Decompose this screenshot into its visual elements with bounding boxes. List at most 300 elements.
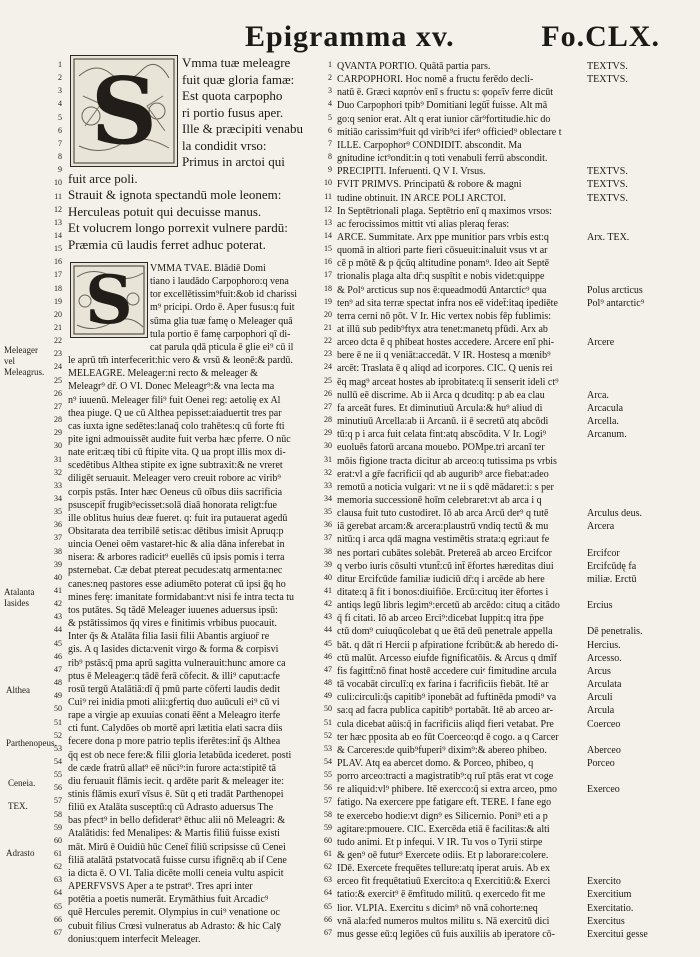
line-number: 7 (328, 138, 332, 148)
line-number: 56 (324, 783, 332, 793)
line-number: 30 (54, 441, 62, 451)
line-number: 6 (328, 125, 332, 135)
line-number: 20 (54, 309, 62, 319)
line-number: 2 (58, 73, 62, 83)
commentary-line: minutiuū Arcella:ab ii Arcanū. ii ē secretū atq abcōdi (337, 416, 549, 428)
commentary-line: bas pfect⁹ in bello defiderat⁹ ēthuc alii nō Meleagri: & (68, 815, 286, 827)
commentary-line: uincia Oenei oēm vastaret-hic & alia dāna inferebat in (68, 539, 285, 551)
line-number: 4 (58, 99, 62, 109)
line-number: 56 (54, 783, 62, 793)
line-number: 16 (54, 257, 62, 267)
line-number: 3 (58, 86, 62, 96)
line-number: 50 (324, 704, 332, 714)
line-number: 8 (328, 152, 332, 162)
line-number: 16 (324, 257, 332, 267)
commentary-line: tudine obtinuit. IN ARCE POLI ARCTOI. (337, 192, 506, 204)
commentary-line: sūma glia tuæ famę o Meleager quā (150, 315, 293, 327)
line-number: 5 (328, 112, 332, 122)
commentary-line: Cui⁹ rei inidia pmoti alii:gfertiq duo auūculi ei⁹ cū vi (68, 696, 280, 708)
line-number: 50 (54, 704, 62, 714)
line-number: 1 (58, 60, 62, 69)
commentary-line: corpis pstās. Inter hæc Oeneus cū oībus diis sacrificia (68, 486, 283, 498)
epigram-line: la condidit vrso: (182, 137, 267, 153)
commentary-line: & gen⁹ oē futur⁹ Exercete odiis. Et p laborare:colere. (337, 850, 549, 861)
margin-note-adrasto: Adrasto (6, 848, 35, 858)
margin-note: Exercitatio. (587, 902, 634, 914)
commentary-line: diu feruauit flāmis iecit. q ardēte parit & meleager ite: (68, 775, 285, 787)
commentary-line: m⁹ pricipi. Ordo ē. Aper fusus:q fuit (150, 302, 295, 314)
margin-note: Ercius (587, 600, 613, 612)
line-number: 39 (54, 559, 62, 569)
line-number: 15 (54, 244, 62, 254)
commentary-line: nitū:q i arca qdā magna vestimētis strata:q egri:aut fe (337, 534, 550, 546)
line-number: 25 (54, 375, 62, 385)
commentary-line: nes portari cubātes solebāt. Pretereā ab arceo Ercifcor (337, 547, 552, 559)
commentary-line: filiā atalātā pstatvocatā fuisse cursu ifignē:q ab iſ Cene (68, 854, 287, 866)
commentary-line: māt. Mirū ē Ouidiū hūc Ceneī filiū scripsisse cū Cenei (68, 841, 286, 853)
margin-note: Ercifcūdę fa (587, 560, 637, 572)
line-number: 66 (324, 914, 332, 924)
line-number: 67 (54, 927, 62, 937)
commentary-line: nate erit:æq tibi cū ftipite vita. Q ua propt illis mox di- (68, 447, 286, 459)
margin-note: Exerceo (587, 784, 620, 796)
commentary-line: fis fagittt̄:nō finat hostē accedere cuiᵉ fimitudine arcula (337, 665, 557, 677)
commentary-line: Meleagr⁹ dr̄. O VI. Donec Meleagr⁹:& vna lecta ma (68, 381, 275, 393)
commentary-line: QVANTA PORTIO. Quātā partia pars. (337, 61, 491, 72)
commentary-line: n⁹ iuuenū. Meleager fili⁹ fuit Oenei reg: aetolię ex Al (68, 394, 281, 406)
commentary-line: ARCE. Summitate. Arx ppe munitior pars vrbis est:q (337, 231, 549, 243)
line-number: 29 (54, 428, 62, 438)
line-number: 52 (54, 730, 62, 740)
line-number: 51 (54, 717, 62, 727)
commentary-right (337, 60, 587, 940)
epigram-line: Est quota carpopho (182, 88, 283, 103)
line-number: 57 (54, 796, 62, 806)
line-number: 51 (324, 717, 332, 727)
line-number: 25 (324, 375, 332, 385)
line-number: 23 (54, 349, 62, 359)
line-number: 61 (54, 849, 62, 858)
line-number: 54 (54, 756, 62, 766)
commentary-line: donius:quem interfecit Meleager. (68, 933, 201, 945)
commentary-line: Inter q̄s & Atalāta filia Iasii filii Abantis argiuor̄ re (68, 631, 270, 643)
commentary-line: nisera: & arbores radicit⁹ euellēs cū ipsis pomis i terra (68, 552, 285, 564)
line-number: 12 (54, 204, 62, 214)
epigram-line: fuit arce poli. (68, 170, 138, 186)
commentary-line: le aprū tm̄ interfecerit:hic vero & vrsū & leonē:& pardū. (68, 355, 293, 367)
commentary-line: at illū sub pedib⁹ftyx atra tenet:manetq pfūdi. Arx ab (337, 324, 548, 335)
commentary-line: PLAV. Atq ea abercet domo. & Porceo, phibeo, q (337, 757, 534, 769)
line-number: 31 (54, 454, 62, 464)
line-number: 47 (54, 664, 62, 674)
line-number: 6 (58, 125, 62, 135)
line-number: 46 (324, 651, 332, 661)
commentary-line: rosū tergū Atalātiā:dī q̄ pmū parte cōferti laudis dedit (68, 683, 280, 695)
line-number: 35 (54, 507, 62, 517)
line-number: 15 (324, 244, 332, 254)
line-number: 55 (324, 770, 332, 780)
commentary-line: cē p mōtē & p q̄cūq altitudine ponam⁹. Ideo ait Septē (337, 258, 550, 270)
line-number: 33 (324, 480, 332, 490)
line-number: 57 (324, 796, 332, 806)
commentary-line: q verbo iuris cōsulti vtunt̄:cū int̄ ēfortes hæreditas diui (337, 560, 554, 572)
line-number: 45 (324, 638, 332, 648)
line-number: 60 (54, 835, 62, 845)
commentary-line: tudo animi. Et p infequi. V IR. Tu vos o Tyrii stirpe (337, 836, 543, 848)
line-number: 43 (324, 612, 332, 622)
line-number: 23 (324, 349, 332, 359)
commentary-line: lior. VLPIA. Exercitu s dicim⁹ nō vnā cohorte:neq (337, 902, 538, 914)
line-number: 54 (324, 756, 332, 766)
margin-note: Arculi (587, 692, 613, 704)
margin-note: Arca. (587, 389, 609, 401)
commentary-line: gnitudine ict⁹ondit:in q toti venabuli ferrū abscondit. (337, 153, 548, 165)
line-number: 24 (54, 362, 62, 372)
line-number: 36 (324, 520, 332, 530)
margin-note: Hercius. (587, 639, 621, 651)
commentary-line: memoria successionē hoīm celebraret:vt ab arca i q (337, 494, 542, 506)
line-number: 4 (328, 99, 332, 109)
epigram-line: Præmia cū laudis ferret adhuc poterat. (68, 236, 266, 252)
line-number: 1 (328, 60, 332, 69)
line-number: 48 (54, 678, 62, 688)
line-number: 34 (54, 493, 62, 503)
commentary-line: CARPOPHORI. Hoc nomē a fructu ferēdo decli- (337, 74, 534, 86)
margin-note: Pol⁹ antarctic⁹ (587, 297, 645, 309)
margin-note: Arcere (587, 337, 615, 349)
margin-note: Exercitui gesse (587, 928, 648, 940)
commentary-line: APERFVSVS Aper a te pstrat⁹. Tres apri inter (68, 881, 253, 893)
line-number: 65 (324, 901, 332, 911)
commentary-line: remotū a noticia vulgari: vt ne ii s qdē mādaret:i: s per (337, 481, 554, 493)
line-number: 11 (54, 191, 62, 201)
commentary-line: diligēt seruauit. Meleager vero creuit robore ac virib⁹ (68, 473, 281, 485)
line-number: 48 (324, 678, 332, 688)
commentary-line: rape a virgie ap exuuias conati ēēnt a Meleagro iterfe (68, 710, 281, 722)
commentary-line: q̄ fi citati. Iō ab arceo Erci⁹:dicebat Iuppit:q itra p̄pe (337, 613, 544, 625)
commentary-line: tos putātes. Sq tādē Meleager iuuenes aduersus ipsū: (68, 604, 278, 616)
line-number: 42 (54, 599, 62, 609)
commentary-line: antiqs legū libris legim⁹:ercetū ab arcēdo: cituq a citādo (337, 600, 560, 612)
line-number: 45 (54, 638, 62, 648)
commentary-line: sa:q ad facra publica capitib⁹ portabāt. Itē ab arceo ar- (337, 705, 553, 717)
line-number: 34 (324, 493, 332, 503)
line-number: 49 (54, 691, 62, 701)
margin-note: Polus arcticus (587, 284, 643, 296)
commentary-line: psternebat. Cæ debat ptereat pecudes:atq armenta:nec (68, 565, 283, 577)
commentary-line: tiano i laudādo Carpophoro:q vena (150, 276, 289, 288)
line-number: 63 (324, 875, 332, 885)
commentary-line: terra cerni nō pōt. V Ir. Hic vertex nobis fēp fublimis: (337, 310, 552, 322)
commentary-line: agitare:pmouere. CIC. Exercēda etiā ē facilitas:& alti (337, 823, 550, 835)
margin-note: Arcanum. (587, 429, 627, 441)
line-number: 7 (58, 138, 62, 148)
commentary-line: ēq mag⁹ arceat hostes ab iprobitate:q ĭi senserit ideli ct⁹ (337, 376, 559, 388)
commentary-line: FVIT PRIMVS. Principatū & robore & magni (337, 179, 522, 191)
line-number: 10 (324, 178, 332, 188)
line-number: 9 (328, 165, 332, 175)
commentary-line: bere ē ne ii q veniāt:accedāt. V IR. Hostesq a mœnib⁹ (337, 350, 551, 362)
line-number: 67 (324, 927, 332, 937)
line-number: 26 (324, 388, 332, 398)
line-number: 10 (54, 178, 62, 188)
commentary-line: ille oblitus huius deæ fueret. q: fuit ira putauerat agedū (68, 512, 288, 524)
line-number: 43 (54, 612, 62, 622)
initial-letter: S (90, 57, 158, 165)
commentary-line: tula portio ē famę carpophori qī di- (150, 328, 291, 340)
commentary-line: Obsitarata dea terribilē setis:ac dētibus imisit Apruq:p (68, 526, 284, 537)
line-number: 41 (54, 586, 62, 595)
commentary-line: fa arceāt fures. Et diminutiuū Arcula:& hu⁹ aliud di (337, 402, 543, 414)
epigram-line: Ille & præcipiti venabu (182, 121, 303, 136)
decorated-initial-2 (70, 262, 148, 338)
line-number: 17 (54, 270, 62, 280)
commentary-line: ten⁹ ad sita terræ spectat infra nos eē videt̄:itaq ipediēte (337, 297, 558, 309)
commentary-line: Duo Carpophori tpib⁹ Domitiani legūt̄ fuisse. Alt mā (337, 100, 548, 112)
margin-note: Arcacula (587, 402, 624, 414)
decorated-initial-1 (70, 55, 178, 167)
line-number: 28 (324, 415, 332, 425)
commentary-line: mitiāo carissim⁹fuit qd virib⁹ci ifer⁹ officied⁹ oblectare t (337, 126, 562, 138)
line-number: 13 (54, 217, 62, 227)
commentary-line: thea piuge. Q ue cū Althea pepisset:aiaduertit tres par (68, 407, 282, 419)
line-number: 40 (54, 572, 62, 582)
line-number: 17 (324, 270, 332, 280)
margin-note: Arx. TEX. (587, 231, 630, 243)
commentary-line: scedētibus Althea stipite ex igne subtraxit:& ne vreret (68, 460, 283, 472)
commentary-line: stinis flāmis exurī vīsus ē. Sūt q eti tradāt Parthenopei (68, 789, 284, 800)
margin-note: Arcula (587, 705, 615, 717)
commentary-line: mines ferę: imanitate formidabant:vt nisi fe intra tecta tu (68, 591, 295, 603)
commentary-line: cti funt. Calydōes ob mortē apri lætitia elati sacra diis (68, 723, 283, 735)
line-number: 52 (324, 730, 332, 740)
line-number: 62 (324, 862, 332, 872)
line-number: 36 (54, 520, 62, 530)
margin-note: Exercitium (587, 889, 632, 901)
line-number: 59 (54, 822, 62, 832)
margin-note: Coerceo (587, 718, 621, 730)
commentary-line: culi:circuli:q̄s capitib⁹ iponebāt ad fuftinēda pmodi⁹ va (337, 692, 557, 704)
line-number: 28 (54, 415, 62, 425)
commentary-line: & pstātissimos q̄q vires e finitimis vrbibus puocauit. (68, 618, 277, 630)
commentary-line: tatio:& exercit⁹ ē ēmfitudo militū. q exercedo fit me (337, 889, 546, 901)
line-number: 61 (324, 849, 332, 858)
line-number: 29 (324, 428, 332, 438)
margin-note-althea: Althea (6, 685, 30, 695)
commentary-line: de cæde fratrū allat⁹ eē nūci⁹:in furore acta:stipitē tā (68, 762, 276, 774)
line-number: 19 (324, 296, 332, 306)
commentary-line: ditur Ercifcūde familiæ iudiciū dr̄:q i arcēde ab here (337, 573, 545, 585)
line-number: 44 (54, 625, 62, 635)
commentary-line: ptus ē Meleager:q tādē ferā cōfecit. & illi⁹ caput:acfe (68, 670, 280, 682)
margin-note: Dē penetralis. (587, 626, 643, 638)
commentary-line: q̄q est ob nece fere:& filii gloria letabūda icederet. posti (68, 749, 292, 761)
commentary-line: & Pol⁹ arcticus sup nos ē:queadmodū Antarctic⁹ qua (337, 284, 547, 296)
commentary-line: bāt. q dāt ri Hercii p afpiratione fcribūt:& ab heredo di- (337, 639, 559, 651)
line-number: 53 (324, 743, 332, 753)
line-number: 59 (324, 822, 332, 832)
commentary-line: tor excellētissim⁹fuit:&ob id charissi (150, 289, 298, 301)
commentary-line: ctū dom⁹ cuiuqūcolebat q ue ētā deū penetrale appella (337, 626, 553, 638)
commentary-line: erceo fit frequētatiuū Exercito:a q Exercitiū:& Exerci (337, 876, 551, 888)
line-number: 13 (324, 217, 332, 227)
line-number: 18 (54, 283, 62, 293)
margin-note: Arculata (587, 679, 622, 691)
line-number: 37 (324, 533, 332, 543)
line-number: 3 (328, 86, 332, 96)
line-number: 20 (324, 309, 332, 319)
line-number: 30 (324, 441, 332, 451)
line-number: 21 (324, 323, 332, 332)
line-number: 31 (324, 454, 332, 464)
commentary-line: quomā in altiori parte fieri cōsueuit:inaluit vsus vt ar (337, 245, 548, 257)
commentary-line: In Septētrionali plaga. Septētrio enī q maximos vrsos: (337, 205, 552, 217)
commentary-line: psuscepit̄ frugib⁹ecisset:solā diaā honorata religt:fue (68, 499, 277, 511)
line-number: 58 (324, 809, 332, 819)
line-number: 8 (58, 152, 62, 162)
margin-note: Aberceo (587, 744, 621, 756)
margin-note: Arcesso. (587, 652, 622, 664)
commentary-line: fecere dona p more patrio teplis iferētes:int̄ q̄s Althea (68, 736, 281, 748)
epigram-line: ri portio fusus aper. (182, 104, 284, 120)
margin-note: Exercitus (587, 915, 625, 927)
margin-note: Arcella. (587, 416, 619, 428)
line-number: 53 (54, 743, 62, 753)
line-number: 14 (324, 230, 332, 240)
line-number: 22 (54, 336, 62, 346)
line-number: 12 (324, 204, 332, 214)
commentary-line: ia dicta ē. O VI. Talia dicēte molli ceneia vultu aspicit (68, 867, 284, 879)
commentary-line: mōis figione tracta dicitur ab arceo:q tutissima ps vrbis (337, 455, 557, 467)
commentary-line: cula dicebat aūis:q̄ in facrificiis aliqd fieri vetabat. Pre (337, 718, 554, 730)
epigram-line: Herculeas potuit qui decuisse manus. (68, 203, 262, 219)
margin-note: TEXTVS. (587, 179, 628, 191)
line-number: 44 (324, 625, 332, 635)
commentary-line: arceo dcta ē q phibeat hostes accedere. Arcere enī phi- (337, 337, 555, 349)
line-number: 58 (54, 809, 62, 819)
commentary-line: ditate:q ā fit i bonos:diuifiōe. Ercū:cituq iter ēfortes i (337, 587, 549, 598)
commentary-line: iā gerebat arcam:& arcera:plaustrū vndiq tectū & mu (337, 521, 549, 533)
margin-note-parthenopeus: Parthenopeus. (6, 738, 57, 748)
commentary-line: vnā ala:fed numeros multos militu s. Nā exercitū dici (337, 915, 550, 927)
commentary-line: porro arceo:tracti a magistratib⁹:q ruī ptās erat vt coge (337, 771, 554, 783)
margin-note: TEXTVS. (587, 166, 628, 178)
commentary-line: tū:q p i arca fuit celata fint:atq abscōdita. V Ir. Logi⁹ (337, 429, 547, 441)
line-number: 24 (324, 362, 332, 372)
line-number: 64 (324, 888, 332, 898)
right-line-numbers (318, 60, 332, 940)
commentary-line: IDē. Exercete frequētes tellure:atq iperat aruis. Ab ex (337, 863, 550, 875)
line-number: 18 (324, 283, 332, 293)
commentary-line: gis. A q Iasides dicta:venit virgo & forma & corpisvi (68, 644, 279, 656)
commentary-line: MELEAGRE. Meleager:ni recto & meleager & (68, 368, 258, 380)
commentary-line: cubuit filius Crœsi vulneratus ab Adrasto: & hic Calȳ (68, 920, 282, 932)
line-number: 46 (54, 651, 62, 661)
line-number: 22 (324, 336, 332, 346)
line-number: 26 (54, 388, 62, 398)
margin-note: TEXTVS. (587, 74, 628, 86)
running-head (200, 10, 680, 58)
commentary-left (68, 262, 316, 945)
commentary-line: ctū malūt. Arcesso eiufde fignificatōis. & Arcus q dmīf (337, 652, 557, 664)
commentary-line: mus gesse eū:q legiōes cū fuis auxiliis ab iperatore cō- (337, 928, 555, 940)
line-number: 39 (324, 559, 332, 569)
commentary-line: nullū eē discrime. Ab ii Arca q dcuditq: p ab ea clau (337, 389, 545, 401)
initial-letter: S (85, 262, 133, 338)
commentary-line: re aliquid:vl⁹ phibere. Itē exercco:q̄ si extra arceo, pmo (337, 784, 558, 796)
epigram-line: Strauit & ignota spectandū mole leonem: (68, 187, 282, 202)
commentary-line: canes:neq pastores esse adiumēto poterat cū ipsi ḡq ho (68, 578, 286, 590)
commentary-line: te exercebo hodie:vt dign⁹ es Silicernio. Poni⁹ eti a p (337, 810, 548, 822)
commentary-line: potētia a poetis numerāt. Erymāthius fuit Arcadic⁹ (68, 894, 269, 906)
line-number: 11 (324, 191, 332, 201)
commentary-line: clausa fuit tuto custodiret. Iō ab arca Arcū der⁹ q tutē (337, 508, 549, 520)
margin-note: Porceo (587, 757, 615, 769)
line-number: 41 (324, 586, 332, 595)
line-number: 9 (58, 165, 62, 175)
line-number: 27 (54, 401, 62, 411)
commentary-line: ter hæc pposita ab eo fūt Coerceo:qd ē cogo. a q Carcer (337, 731, 559, 743)
line-number: 55 (54, 770, 62, 780)
commentary-line: PRECIPITI. Inferuenti. Q V I. Vrsus. (337, 166, 486, 178)
commentary-line: natū ē. Græci καρπὸν enī s fructu s: φορεῖν ferre dicūt (337, 87, 554, 99)
line-number: 38 (324, 546, 332, 556)
epigram-line: fuit quæ gloria famæ: (182, 71, 295, 87)
line-number: 38 (54, 546, 62, 556)
margin-note-tex: TEX. (8, 801, 28, 811)
line-number: 21 (54, 323, 62, 332)
commentary-line: arcēt: Traslata ē q aliqd ad icorpores. CIC. Q uenis rei (337, 363, 553, 375)
right-margin-notes (587, 60, 697, 940)
commentary-line: filiū ex Atalāta susceptū:q cū Adrasto aduersus The (68, 802, 274, 814)
line-number: 40 (324, 572, 332, 582)
commentary-line: VMMA TVAE. Blādiē Domi (150, 263, 266, 274)
line-number: 60 (324, 835, 332, 845)
line-number: 32 (54, 467, 62, 477)
line-number: 2 (328, 73, 332, 83)
commentary-line: pite igni admouissēt audite fuit verba hæc pferre. O nūc (68, 433, 291, 445)
commentary-line: ILLE. Carpophor⁹ CONDIDIT. abscondit. Ma (337, 139, 522, 151)
margin-note: miliæ. Erctū (587, 573, 637, 585)
margin-note-atalanta: Atalanta Iasides (4, 587, 35, 608)
line-number: 32 (324, 467, 332, 477)
commentary-line: rib⁹ pstās:q̄ pma aprū sagitta vulnerauit:hunc amore ca (68, 657, 286, 669)
epigram-line: Et volucrem longo porrexit vulnere pardū: (68, 220, 288, 235)
line-number: 14 (54, 230, 62, 240)
margin-note: Arcera (587, 521, 615, 533)
commentary-line: trionalis plaga alta dr̄:q suspītit e nobis videt:quippe (337, 271, 545, 283)
commentary-line: ac ferocissimos mittit vti alias pleraq feras: (337, 218, 510, 230)
line-number: 65 (54, 901, 62, 911)
margin-note: Arculus deus. (587, 508, 642, 520)
margin-note: Exercito (587, 876, 621, 888)
line-number: 33 (54, 480, 62, 490)
line-number: 63 (54, 875, 62, 885)
margin-note: TEXTVS. (587, 192, 628, 204)
page-title: Epigramma xv. (245, 20, 455, 53)
line-number: 47 (324, 664, 332, 674)
epigram-line: Primus in arctoi qui (182, 154, 285, 169)
commentary-line: euoluēs fatorū arcana mouebo. POMpe.tri arcanī ter (337, 442, 545, 454)
commentary-line: erat:vl a gr̄e facrificii qd ab augurib⁹ arce fiebat:adeo (337, 468, 549, 480)
line-number: 49 (324, 691, 332, 701)
margin-note: Ercifcor (587, 547, 620, 559)
epigram-line: Vmma tuæ meleagre (182, 55, 291, 70)
margin-note-meleager: Meleager vel Meleagrus. (4, 345, 45, 377)
line-number: 5 (58, 112, 62, 122)
line-number: 37 (54, 533, 62, 543)
commentary-line: fatigo. Na exercere ppe fatigare eft. TERE. I fane ego (337, 797, 552, 809)
